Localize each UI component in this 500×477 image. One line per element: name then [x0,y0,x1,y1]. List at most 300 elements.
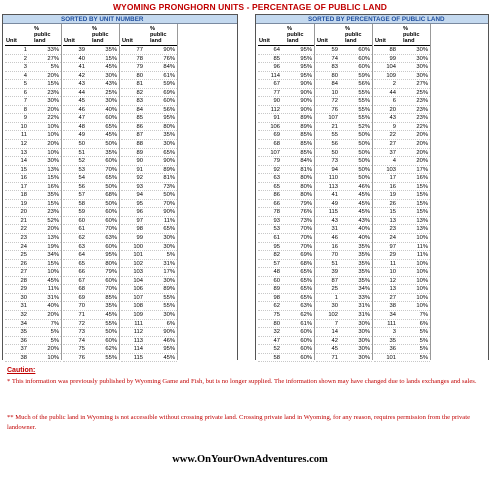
percent-cell: 62% [300,311,312,318]
percent-cell: 60% [105,209,117,216]
unit-cell: 41 [78,64,85,71]
unit-cell: 15 [389,209,396,216]
table-row [374,234,430,243]
table-row [374,149,430,158]
percent-cell: 60% [300,354,312,361]
percent-cell: 15% [416,200,428,207]
unit-cell: 99 [136,235,143,242]
table-row [5,97,61,106]
percent-column-label: % public land [287,26,304,44]
table-row [258,80,314,89]
percent-cell: 10% [47,269,59,276]
table-row [374,63,430,72]
table-row [121,320,177,329]
unit-cell: 67 [78,277,85,284]
table-row [258,166,314,175]
unit-cell: 75 [273,311,280,318]
unit-cell: 78 [273,209,280,216]
unit-cell: 90 [273,98,280,105]
percent-cell: 59% [358,72,370,79]
unit-cell: 97 [389,243,396,250]
unit-cell: 47 [78,115,85,122]
unit-sorted-column [121,24,177,360]
table-row [316,337,372,346]
table-row [258,225,314,234]
unit-cell: 78 [136,55,143,62]
unit-cell: 63 [273,175,280,182]
table-row [121,80,177,89]
table-row [63,260,119,269]
percent-cell: 23% [47,89,59,96]
table-row [316,97,372,106]
unit-cell: 44 [78,89,85,96]
percent-cell: 76% [163,55,175,62]
unit-cell: 82 [273,252,280,259]
table-row [121,294,177,303]
unit-cell: 115 [328,209,338,216]
unit-cell: 104 [386,64,396,71]
unit-cell: 107 [328,115,338,122]
unit-cell: 73 [331,158,338,165]
unit-cell: 31 [20,303,27,310]
percent-cell: 65% [163,149,175,156]
percent-cell: 17% [416,166,428,173]
unit-cell: 14 [331,329,338,336]
percent-cell: 15% [105,55,117,62]
table-row [374,311,430,320]
percent-cell: 90% [163,47,175,53]
table-row [63,157,119,166]
table-row [5,277,61,286]
table-row [63,166,119,175]
unit-cell: 108 [133,303,143,310]
unit-cell: 76 [331,106,338,113]
percent-column-label: % public land [403,26,420,44]
table-row [258,63,314,72]
percent-cell: 35% [163,132,175,139]
unit-cell: 12 [389,277,396,284]
percent-cell: 50% [163,192,175,199]
percent-cell: 84% [300,158,312,165]
percent-cell: 20% [416,158,428,165]
table-row [316,200,372,209]
percent-cell: 6% [419,320,428,327]
table-row [121,345,177,354]
percent-cell: 50% [105,200,117,207]
percent-cell: 89% [163,166,175,173]
unit-cell: 106 [270,123,280,130]
percent-cell: 55% [163,294,175,301]
unit-cell: 55 [331,132,338,139]
table-row [374,166,430,175]
percent-cell: 30% [358,354,370,361]
table-row [121,55,177,64]
unit-cell: 104 [133,277,143,284]
column-divider [119,24,120,360]
table-row [258,302,314,311]
unit-cell: 96 [136,209,143,216]
table-row [63,183,119,192]
unit-cell: 83 [331,64,338,71]
percent-cell: 20% [47,72,59,79]
unit-cell: 111 [387,320,396,327]
unit-cell: 58 [273,354,280,361]
unit-cell: 29 [20,286,27,293]
unit-cell: 64 [78,252,85,259]
table-row [63,251,119,260]
website-link[interactable]: www.OnYourOwnAdventures.com [172,454,328,465]
percent-cell: 22% [47,115,59,122]
table-row [121,174,177,183]
percent-cell: 65% [300,294,312,301]
percent-cell: 11% [47,286,59,293]
percent-cell: 68% [300,260,312,267]
unit-cell: 65 [273,183,280,190]
unit-cell: 23 [20,235,27,242]
unit-cell: 31 [331,226,338,233]
table-by-unit-header: SORTED BY UNIT NUMBER [3,15,237,24]
percent-cell: 85% [300,141,312,148]
table-row [374,200,430,209]
percent-cell: 30% [358,346,370,353]
table-row [374,131,430,140]
table-row [63,217,119,226]
table-row [374,89,430,98]
unit-cell: 18 [20,192,27,199]
table-row [316,328,372,337]
table-row [5,328,61,337]
unit-cell: 17 [389,175,396,182]
unit-cell: 37 [20,346,27,353]
unit-cell: 13 [389,286,396,293]
percent-cell: 10% [416,269,428,276]
table-row [5,320,61,329]
table-row [5,55,61,64]
unit-cell: 37 [389,149,396,156]
table-row [374,123,430,132]
table-row [374,55,430,64]
table-row [374,354,430,363]
table-row [374,106,430,115]
percent-cell: 30% [416,72,428,79]
percent-cell: 13% [47,235,59,242]
percent-cell: 10% [416,235,428,242]
unit-column-label: Unit [64,38,75,44]
column-header [63,24,119,46]
table-row [5,174,61,183]
table-row [63,106,119,115]
unit-cell: 11 [389,260,396,267]
unit-cell: 83 [136,98,143,105]
table-row [121,157,177,166]
unit-cell: 29 [389,252,396,259]
percent-cell: 10% [416,277,428,284]
table-row [316,183,372,192]
unit-cell: 68 [78,286,85,293]
unit-cell: 61 [273,235,280,242]
table-row [121,285,177,294]
percent-cell: 95% [300,55,312,62]
percent-cell: 45% [105,132,117,139]
percent-cell: 35% [105,303,117,310]
percent-cell: 81% [163,175,175,182]
unit-cell: 75 [78,346,85,353]
unit-cell: 3 [392,329,396,336]
table-row [258,320,314,329]
table-row [316,260,372,269]
unit-cell: 34 [20,320,27,327]
percent-cell: 10% [416,286,428,293]
percent-cell: 50% [105,329,117,336]
table-row [5,114,61,123]
unit-cell: 79 [273,158,280,165]
unit-sorted-column [63,24,119,360]
table-row [5,302,61,311]
table-row [121,191,177,200]
table-row [5,183,61,192]
unit-column-label: Unit [122,38,133,44]
percent-cell: 85% [300,132,312,139]
table-row [258,200,314,209]
percent-cell: 5% [419,337,428,344]
table-row [316,345,372,354]
percent-cell: 35% [358,260,370,267]
unit-cell: 65 [78,260,85,267]
unit-cell: 60 [78,217,85,224]
unit-cell: 87 [331,277,338,284]
column-header [316,24,372,46]
table-row [63,328,119,337]
unit-cell: 39 [78,47,85,53]
percent-cell: 90% [163,329,175,336]
percent-cell: 80% [163,123,175,130]
percent-cell: 23% [416,106,428,113]
unit-cell: 113 [328,183,338,190]
percent-cell: 16% [47,183,59,190]
table-row [316,63,372,72]
unit-cell: 66 [78,269,85,276]
unit-cell: 30 [20,294,27,301]
unit-cell: 85 [273,55,280,62]
percent-cell: 50% [358,149,370,156]
unit-cell: 109 [133,311,143,318]
table-row [316,294,372,303]
table-row [316,55,372,64]
percent-cell: 50% [358,141,370,148]
unit-cell: 79 [136,64,143,71]
percent-cell: 27% [47,55,59,62]
table-row [121,89,177,98]
unit-cell: 43 [331,217,338,224]
percent-cell: 60% [105,158,117,165]
percent-cell: 33% [358,294,370,301]
unit-cell: 101 [133,252,143,259]
unit-cell: 23 [389,226,396,233]
percent-cell: 10% [416,294,428,301]
table-row [63,140,119,149]
unit-cell: 26 [20,260,27,267]
percent-cell: 70% [105,166,117,173]
table-row [5,46,61,55]
unit-cell: 84 [331,81,338,88]
unit-cell: 58 [78,200,85,207]
unit-cell: 4 [392,158,396,165]
column-header [374,24,430,46]
percent-cell: 35% [358,277,370,284]
table-row [5,89,61,98]
unit-cell: 77 [273,89,280,96]
unit-cell: 91 [136,166,143,173]
table-row [374,191,430,200]
table-row [258,97,314,106]
unit-cell: 30 [331,303,338,310]
percent-cell: 69% [300,252,312,259]
percent-cell: 15% [416,209,428,216]
percent-cell: 34% [47,252,59,259]
percent-cell: 50% [105,183,117,190]
percent-cell: 85% [105,294,117,301]
percent-column-label: % public land [34,26,51,44]
percent-cell: 52% [47,217,59,224]
table-row [63,149,119,158]
unit-cell: 40 [78,55,85,62]
table-row [258,157,314,166]
unit-cell: 69 [273,132,280,139]
table-row [5,260,61,269]
unit-cell: 34 [389,311,396,318]
table-row [258,114,314,123]
unit-cell: 101 [386,354,396,361]
unit-cell: 103 [133,269,143,276]
unit-cell: 68 [273,141,280,148]
table-row [63,320,119,329]
table-row [374,225,430,234]
column-divider [430,24,431,360]
unit-cell: 60 [273,277,280,284]
percent-cell: 30% [163,235,175,242]
unit-cell: 47 [273,337,280,344]
unit-cell: 45 [331,346,338,353]
percent-cell: 30% [105,98,117,105]
unit-cell: 19 [20,200,27,207]
unit-cell: 48 [273,269,280,276]
table-row [63,311,119,320]
unit-cell: 19 [389,192,396,199]
percent-cell: 79% [300,200,312,207]
column-header [121,24,177,46]
table-row [258,183,314,192]
table-row [258,328,314,337]
percent-cell: 30% [163,243,175,250]
unit-cell: 5 [23,81,27,88]
table-row [258,285,314,294]
percent-cell: 80% [300,175,312,182]
table-row [63,225,119,234]
percent-cell: 60% [300,337,312,344]
table-row [316,354,372,363]
unit-cell: 3 [23,64,27,71]
percent-cell: 30% [358,337,370,344]
table-row [5,354,61,363]
table-row [316,149,372,158]
table-row [258,243,314,252]
table-row [258,106,314,115]
table-row [258,89,314,98]
percent-cell: 5% [419,354,428,361]
unit-cell: 59 [78,209,85,216]
table-row [316,131,372,140]
unit-cell: 24 [20,243,27,250]
unit-cell: 7 [334,320,338,327]
table-row [374,345,430,354]
percent-cell: 46% [358,183,370,190]
table-row [63,234,119,243]
percent-cell: 89% [300,123,312,130]
unit-cell: 70 [331,252,338,259]
unit-cell: 86 [273,192,280,199]
unit-column-label: Unit [375,38,386,44]
percent-cell: 35% [47,192,59,199]
table-row [316,243,372,252]
percent-cell: 65% [105,175,117,182]
percent-cell: 50% [358,158,370,165]
table-row [121,166,177,175]
table-row [121,302,177,311]
table-row [374,46,430,55]
percent-cell: 45% [47,277,59,284]
table-row [121,46,177,55]
table-row [63,174,119,183]
table-row [258,55,314,64]
percent-cell: 20% [47,141,59,148]
table-row [121,114,177,123]
unit-cell: 1 [23,47,27,53]
percent-cell: 30% [416,47,428,53]
table-row [5,337,61,346]
percent-sorted-column [316,24,372,360]
unit-cell: 1 [334,294,338,301]
percent-cell: 62% [105,346,117,353]
percent-cell: 15% [416,183,428,190]
percent-cell: 20% [47,346,59,353]
unit-cell: 21 [20,217,27,224]
table-row [5,200,61,209]
unit-cell: 113 [133,337,143,344]
unit-cell: 15 [20,166,27,173]
percent-cell: 61% [163,72,175,79]
table-row [5,140,61,149]
percent-column-label: % public land [92,26,109,44]
table-row [258,277,314,286]
table-row [374,114,430,123]
table-by-percentage [255,14,489,360]
percent-cell: 61% [300,320,312,327]
percent-cell: 60% [300,329,312,336]
table-row [121,243,177,252]
unit-cell: 22 [20,226,27,233]
table-row [316,72,372,81]
table-by-unit-grid [3,24,237,360]
table-row [121,72,177,81]
percent-cell: 40% [105,106,117,113]
percent-cell: 50% [358,166,370,173]
table-row [258,354,314,363]
percent-sorted-column [374,24,430,360]
table-row [121,277,177,286]
unit-cell: 41 [331,192,338,199]
percent-cell: 19% [47,243,59,250]
table-row [258,174,314,183]
